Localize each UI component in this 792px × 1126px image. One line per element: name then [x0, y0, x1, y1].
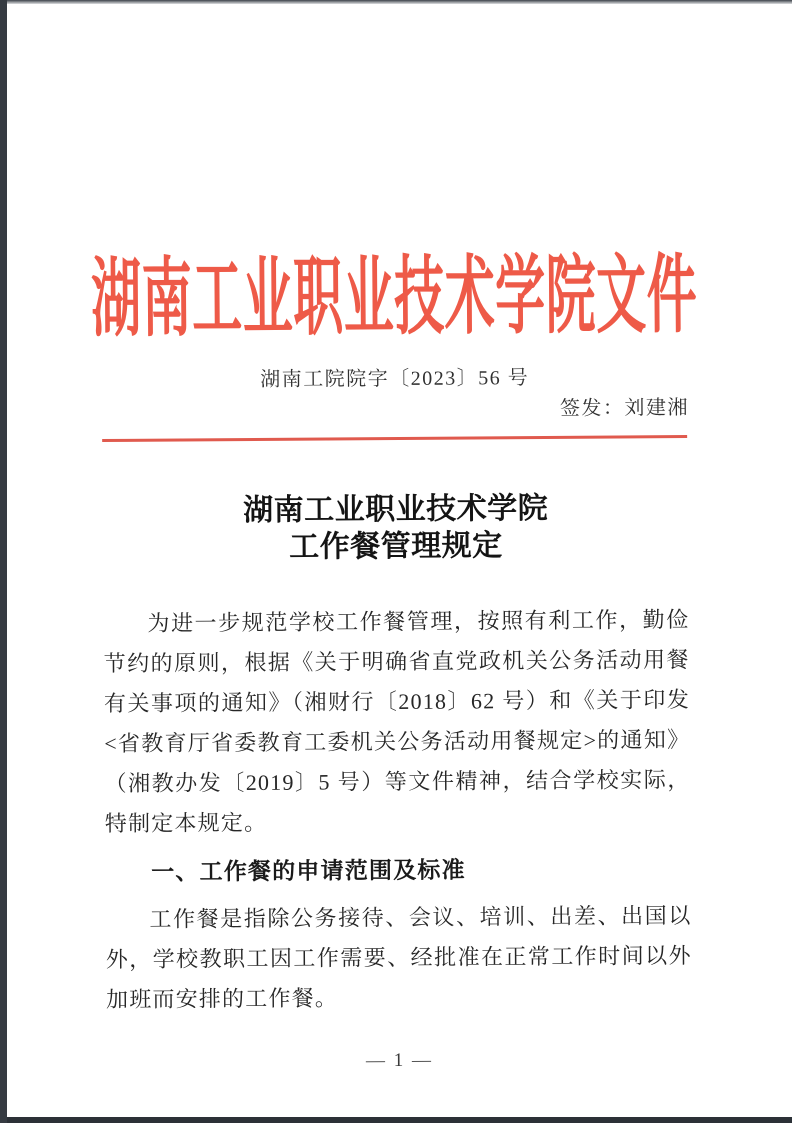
red-divider-line [102, 435, 687, 442]
issuer-signature-line: 签发：刘建湘 [559, 396, 690, 420]
intro-paragraph: 为进一步规范学校工作餐管理，按照有利工作，勤俭节约的原则，根据《关于明确省直党政机关公务活动用餐有关事项的通知》（湘财行〔2018〕62 号）和《关于印发<省教育厅省委教育工委机关公务活动用餐规定>的通知》（湘教办发〔2019〕5 号）等文件精神，结合学校实际，特制定本规定。 [103, 606, 691, 837]
document-title-line2: 工作餐管理规定 [289, 529, 503, 564]
page-number: — 1 — [365, 1049, 434, 1072]
document-title [0, 488, 792, 568]
document-title-line1: 湖南工业职业技术学院 [243, 491, 549, 528]
letterhead-org-title: 湖南工业职业技术学院文件 [90, 246, 698, 348]
document-body [103, 600, 692, 1020]
section-1-heading: 一、工作餐的申请范围及标准 [151, 856, 466, 885]
document-number: 湖南工院院字〔2023〕56 号 [260, 367, 530, 391]
section-1-paragraph: 工作餐是指除公务接待、会议、培训、出差、出国以外，学校教职工因工作需要、经批准在正常工作时间以外加班而安排的工作餐。 [105, 902, 692, 1013]
